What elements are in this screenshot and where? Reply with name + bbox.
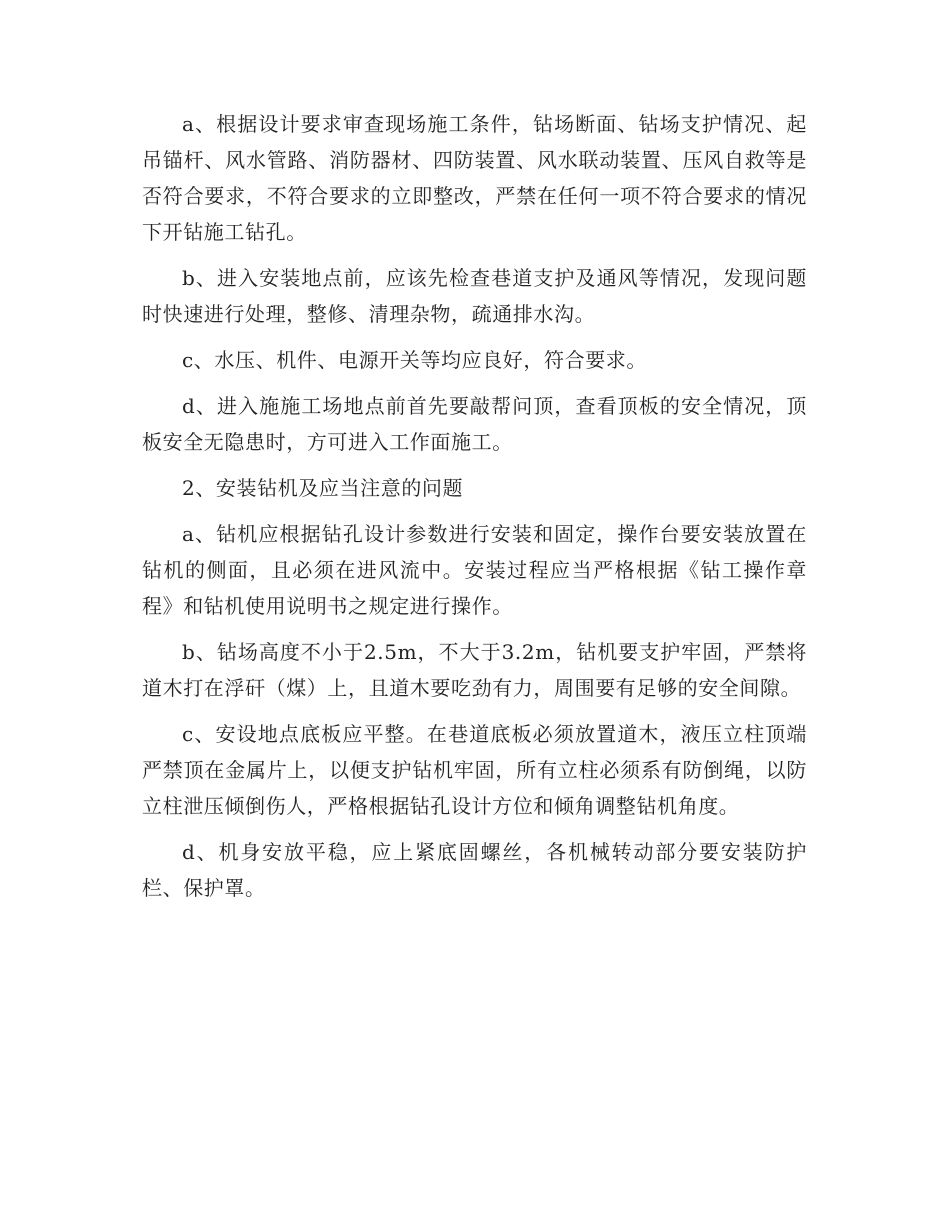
section-heading-install-drill: 2、安装钻机及应当注意的问题 <box>182 476 464 500</box>
paragraph-drill-site-height: b、钻场高度不小于2.5m，不大于3.2m，钻机要支护牢固，严禁将道木打在浮矸（煤）上，且道木要吃劲有力，周围要有足够的安全间隙。 <box>142 640 807 700</box>
paragraph-inspect-site-conditions: a、根据设计要求审查现场施工条件，钻场断面、钻场支护情况、起吊锚杆、风水管路、消防器材、四防装置、风水联动装置、压风自救等是否符合要求，不符合要求的立即整改，严禁在任何一项不符合要求的情况下开钻施工钻孔。 <box>142 112 807 244</box>
paragraph-machine-stability: d、机身安放平稳，应上紧底固螺丝，各机械转动部分要安装防护栏、保护罩。 <box>142 840 807 900</box>
document-body <box>142 106 807 916</box>
paragraph-check-roadway-support: b、进入安装地点前，应该先检查巷道支护及通风等情况，发现问题时快速进行处理，整修、清理杂物，疏通排水沟。 <box>142 266 807 326</box>
paragraph-water-pressure-equipment: c、水压、机件、电源开关等均应良好，符合要求。 <box>182 348 648 372</box>
paragraph-floor-leveling: c、安设地点底板应平整。在巷道底板必须放置道木，液压立柱顶端严禁顶在金属片上，以便支护钻机牢固，所有立柱必须系有防倒绳，以防立柱泄压倾倒伤人，严格根据钻孔设计方位和倾角调整钻机角度。 <box>142 722 807 818</box>
paragraph-roof-safety-check: d、进入施施工场地点前首先要敲帮问顶，查看顶板的安全情况，顶板安全无隐患时，方可进入工作面施工。 <box>142 394 807 454</box>
paragraph-drill-installation: a、钻机应根据钻孔设计参数进行安装和固定，操作台要安装放置在钻机的侧面，且必须在进风流中。安装过程应当严格根据《钻工操作章程》和钻机使用说明书之规定进行操作。 <box>142 522 807 618</box>
